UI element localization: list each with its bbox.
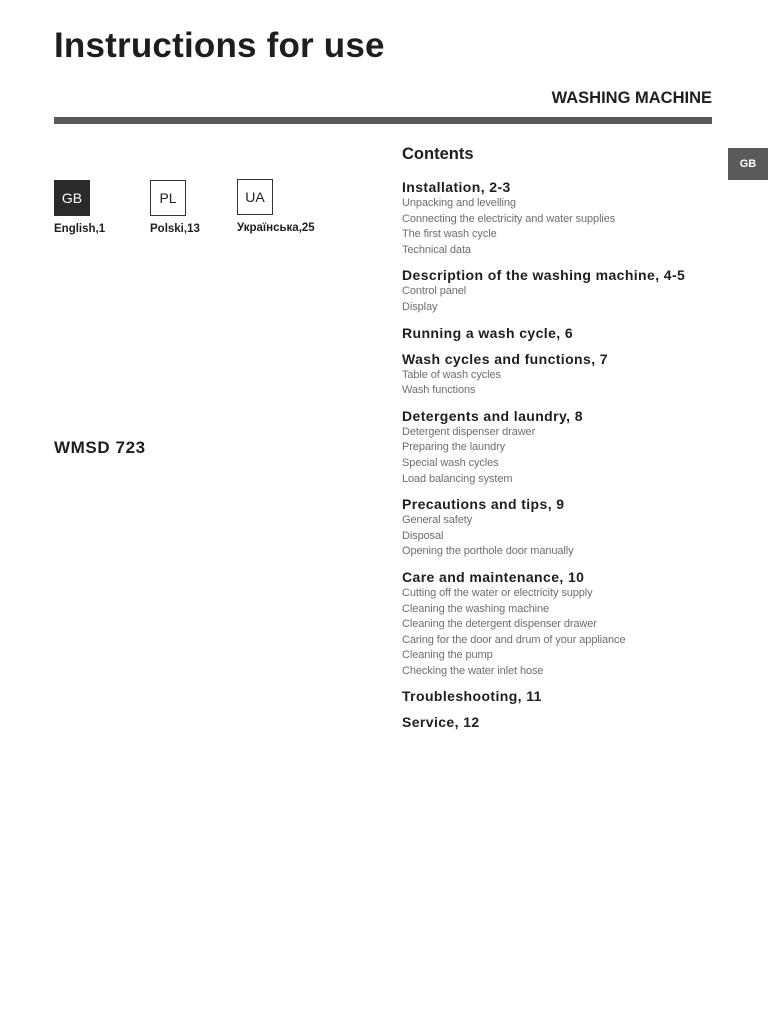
language-code-badge[interactable]: UA (237, 179, 273, 215)
language-option-pl[interactable] (150, 180, 200, 235)
language-option-ua[interactable] (237, 179, 315, 234)
language-code-badge[interactable]: PL (150, 180, 186, 216)
contents-section (402, 267, 702, 315)
contents-item[interactable]: Connecting the electricity and water supplies (402, 212, 616, 225)
contents-item[interactable]: Cleaning the pump (402, 649, 493, 662)
language-page-label: Українська,25 (237, 222, 315, 234)
contents-section (402, 351, 702, 399)
contents-section-heading[interactable]: Installation, 2-3 (402, 179, 511, 195)
contents-item[interactable]: Technical data (402, 243, 471, 256)
contents-section-heading[interactable]: Precautions and tips, 9 (402, 496, 565, 513)
contents-item[interactable]: Disposal (402, 529, 444, 542)
contents-item[interactable]: Special wash cycles (402, 456, 499, 469)
language-side-tab[interactable]: GB (728, 148, 768, 180)
contents-section (402, 714, 702, 731)
contents-item[interactable]: Load balancing system (402, 472, 513, 485)
contents-section-heading[interactable]: Wash cycles and functions, 7 (402, 350, 608, 367)
language-option-gb[interactable] (54, 180, 106, 235)
contents-item[interactable]: Control panel (402, 285, 467, 298)
contents-section-heading[interactable]: Service, 12 (402, 714, 480, 731)
language-page-label: English,1 (54, 223, 106, 235)
page-title: Instructions for use (54, 26, 385, 65)
contents-section (402, 496, 702, 560)
product-type-heading: WASHING MACHINE (551, 89, 712, 107)
contents-title: Contents (402, 145, 474, 163)
model-number: WMSD 723 (54, 438, 146, 457)
contents-section (402, 408, 702, 487)
contents-section-heading[interactable]: Running a wash cycle, 6 (402, 324, 574, 341)
contents-item[interactable]: Preparing the laundry (402, 441, 506, 454)
contents-section (402, 688, 702, 705)
contents-section-heading[interactable]: Care and maintenance, 10 (402, 568, 585, 585)
language-code-badge[interactable]: GB (54, 180, 90, 216)
contents-item[interactable]: Cleaning the detergent dispenser drawer (402, 618, 597, 631)
contents-item[interactable]: Cleaning the washing machine (402, 602, 550, 615)
contents-item[interactable]: Detergent dispenser drawer (402, 425, 536, 438)
contents-section-heading[interactable]: Description of the washing machine, 4-5 (402, 267, 686, 284)
contents-item[interactable]: The first wash cycle (402, 228, 497, 241)
contents-item[interactable]: Caring for the door and drum of your appliance (402, 633, 626, 646)
contents-item[interactable]: General safety (402, 514, 473, 527)
contents-section (402, 569, 702, 680)
table-of-contents (402, 145, 702, 740)
contents-item[interactable]: Opening the porthole door manually (402, 545, 574, 558)
language-page-label: Polski,13 (150, 223, 200, 235)
contents-section-heading[interactable]: Detergents and laundry, 8 (402, 407, 583, 424)
contents-item[interactable]: Unpacking and levelling (402, 197, 516, 209)
contents-item[interactable]: Cutting off the water or electricity supply (402, 586, 593, 599)
contents-section (402, 325, 702, 342)
contents-item[interactable]: Wash functions (402, 384, 476, 397)
contents-item[interactable]: Checking the water inlet hose (402, 664, 544, 677)
contents-section-heading[interactable]: Troubleshooting, 11 (402, 688, 542, 705)
header-divider (54, 117, 712, 124)
contents-item[interactable]: Display (402, 300, 438, 313)
contents-item[interactable]: Table of wash cycles (402, 368, 501, 381)
contents-section (402, 179, 702, 258)
